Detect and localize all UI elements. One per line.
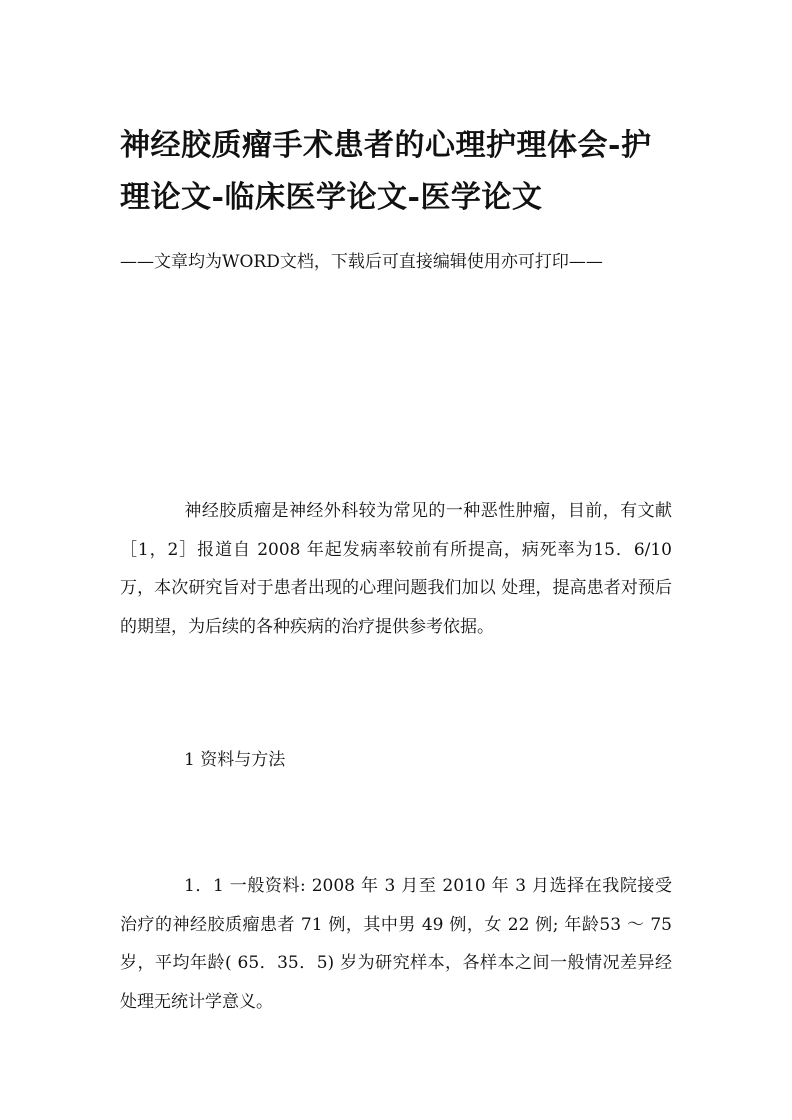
document-title: 神经胶质瘤手术患者的心理护理体会-护理论文-临床医学论文-医学论文 (120, 128, 652, 215)
general-data-paragraph-text: 1．1 一般资料: 2008 年 3 月至 2010 年 3 月选择在我院接受治疗的神经胶质瘤患者 71 例，其中男 49 例，女 22 例; 年龄53 ～ 75 岁，平均年龄( 65．35．5) 岁为研究样本，各样本之间一般情况差异经处理无统计学意义。 (120, 876, 672, 1012)
general-data-paragraph (120, 867, 672, 1021)
intro-paragraph-text: 神经胶质瘤是神经外科较为常见的一种恶性肿瘤，目前，有文献［1，2］报道自 2008 年起发病率较前有所提高，病死率为15．6/10 万，本次研究旨对于患者出现的心理问题我们加以 处理，提高患者对预后的期望，为后续的各种疾病的治疗提供参考依据。 (120, 501, 672, 637)
document-subtitle: ——文章均为WORD文档，下载后可直接编辑使用亦可打印—— (120, 252, 603, 272)
intro-paragraph (120, 492, 672, 646)
section-heading: 1 资料与方法 (184, 750, 286, 770)
